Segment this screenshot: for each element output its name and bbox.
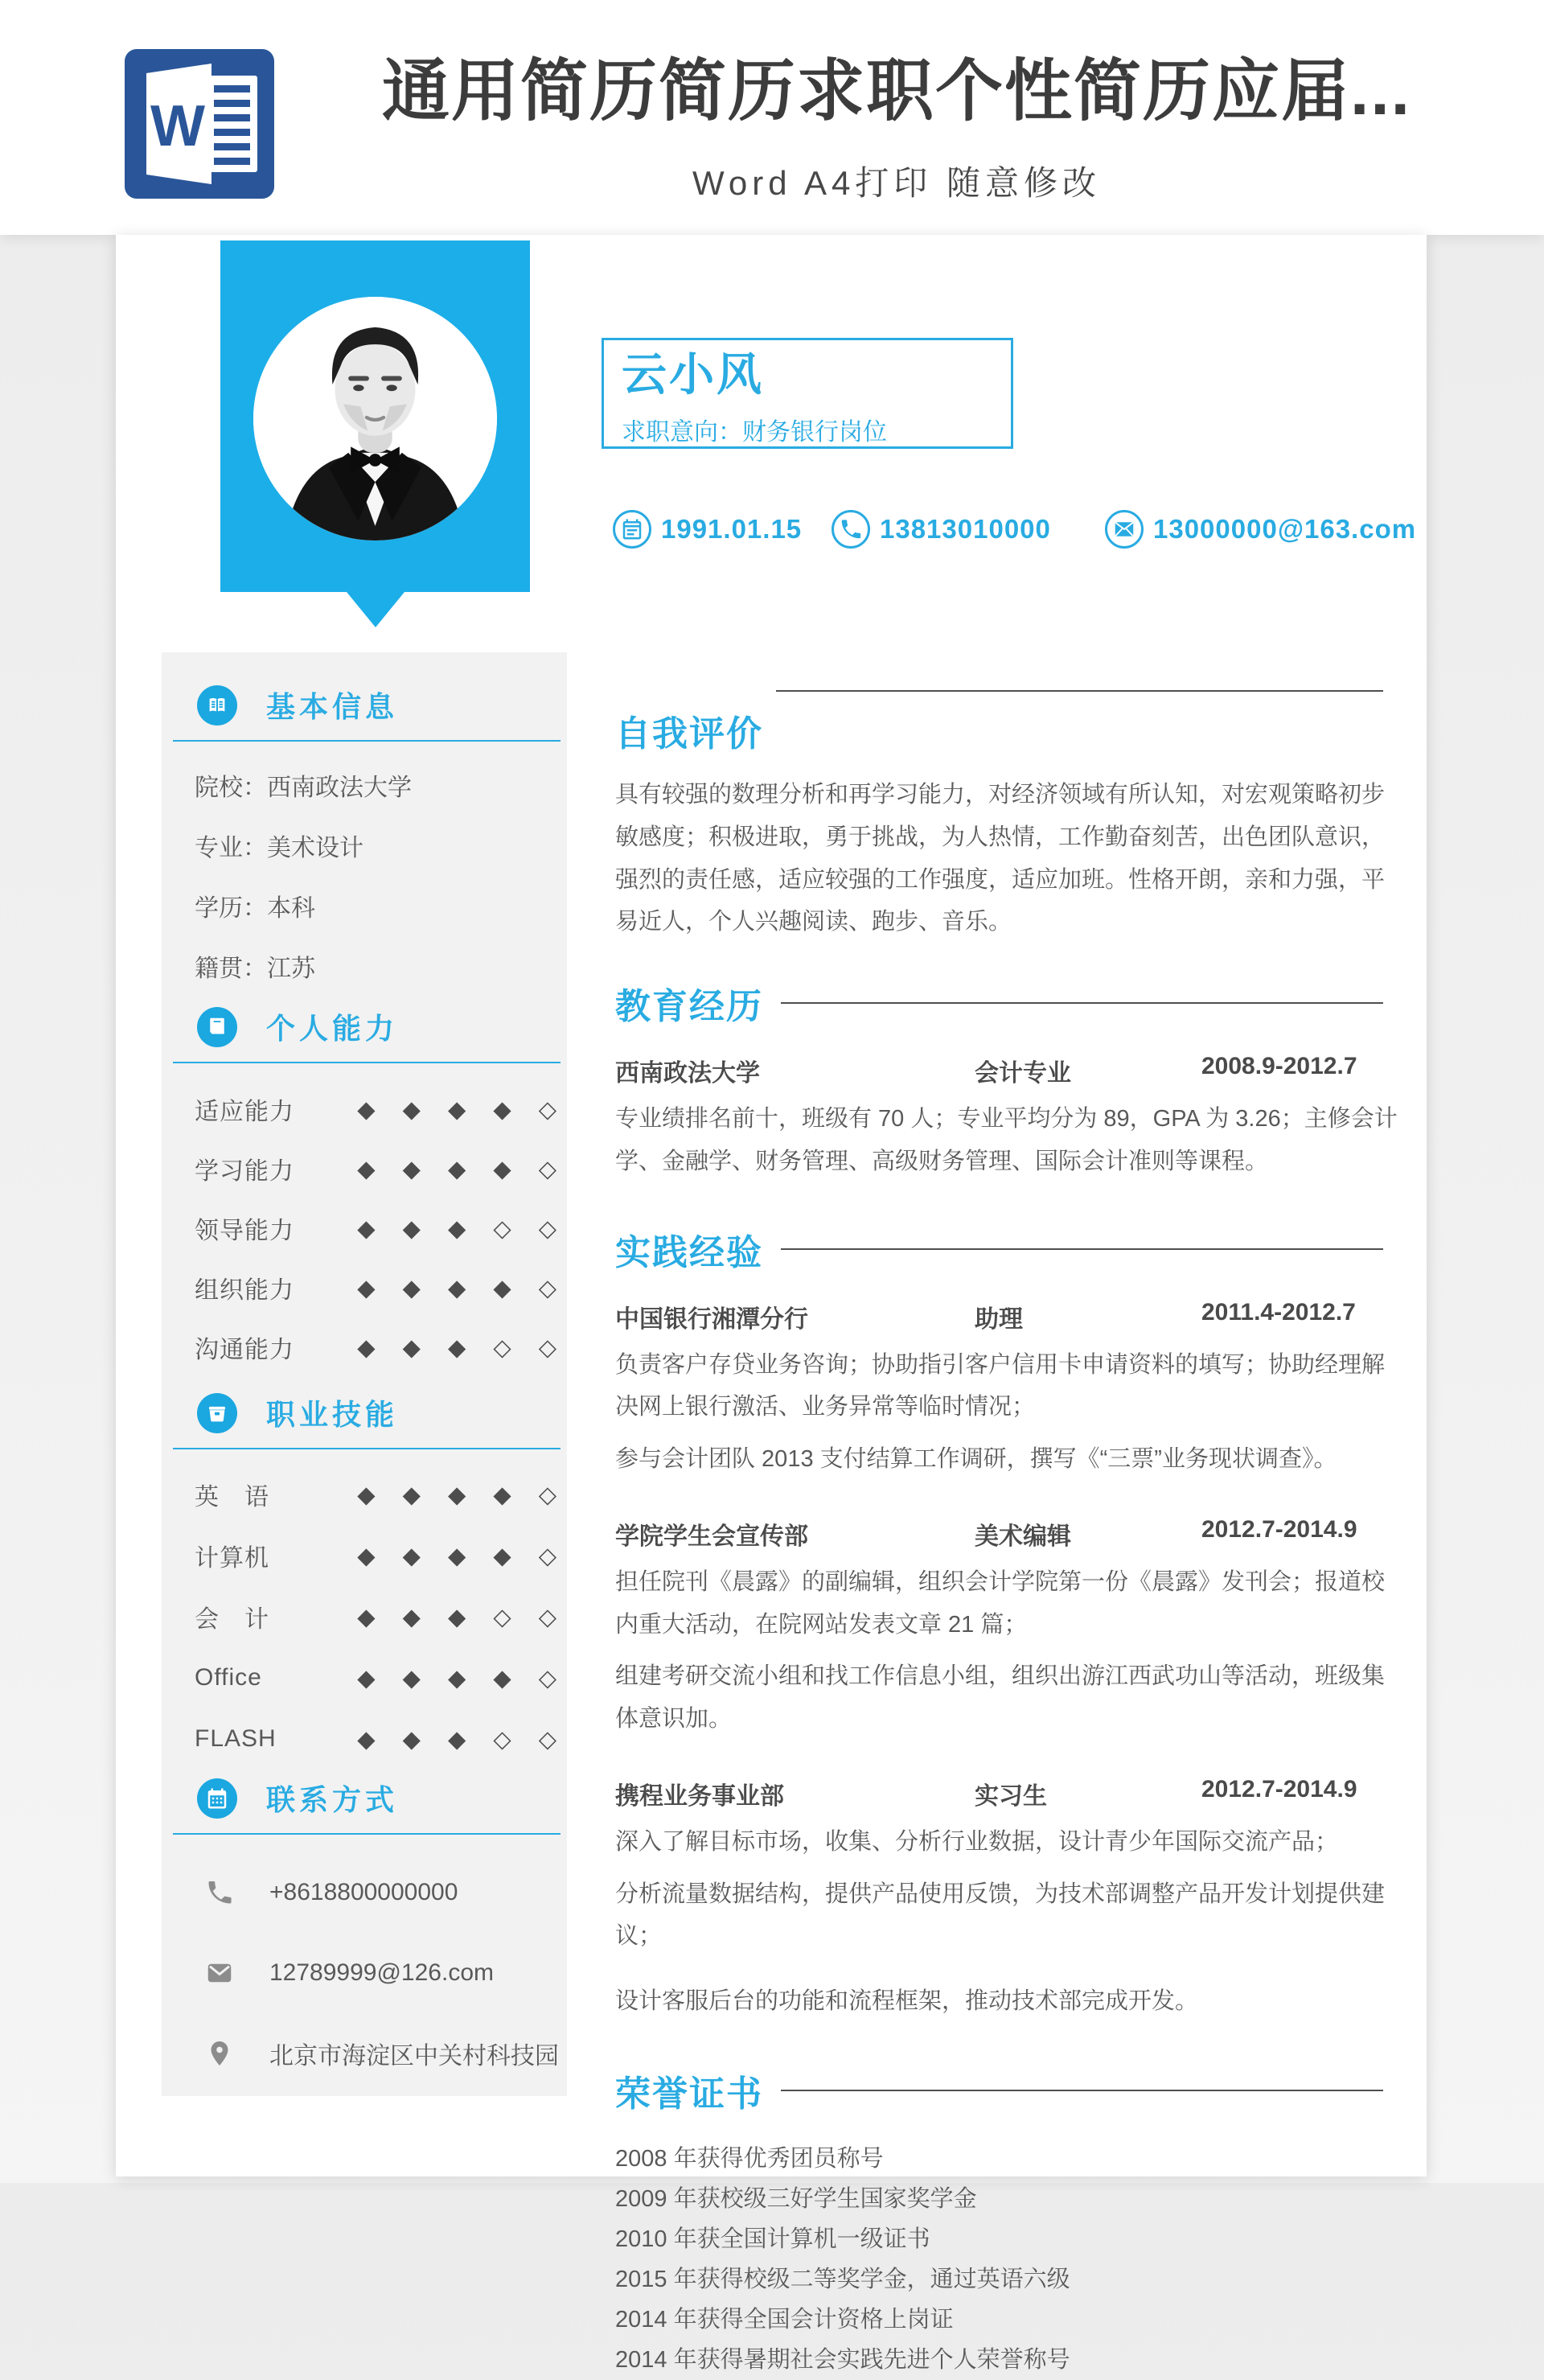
contact-row-email: 12789999@126.com: [162, 1933, 567, 2013]
rating-diamonds: ◆ ◆ ◆ ◇ ◇: [357, 1334, 567, 1361]
skill-row: 计算机 ◆ ◆ ◆ ◆ ◇: [195, 1543, 567, 1572]
basic-info-row: 学历： 本科: [195, 894, 315, 922]
section-divider: [173, 1062, 561, 1063]
entry-role: 会计专业: [975, 1060, 1071, 1087]
calendar-icon: [197, 1778, 237, 1819]
rating-diamonds: ◆ ◆ ◆ ◇ ◇: [357, 1604, 567, 1630]
photo-frame-pointer: [347, 592, 404, 627]
honor-item: 2009 年获校级三好学生国家奖学金: [615, 2186, 977, 2213]
section-self-evaluation: [615, 690, 1400, 943]
experience-entry: [615, 1776, 1400, 2023]
entry-date: 2011.4-2012.7: [1201, 1298, 1356, 1326]
svg-text:W: W: [150, 94, 205, 158]
sidebar-section-basic-info: [162, 684, 567, 996]
birthday-value: 1991.01.15: [661, 514, 803, 544]
entry-org: 西南政法大学: [615, 1060, 760, 1087]
entry-detail: 负责客户存贷业务咨询；协助指引客户信用卡申请资料的填写；协助经理解决网上银行激活、业务异常等临时情况；: [615, 1351, 1386, 1420]
basic-info-row: 专业： 美术设计: [195, 834, 363, 861]
rating-diamonds: ◆ ◆ ◆ ◆ ◇: [357, 1096, 567, 1123]
section-honors: [615, 2065, 1400, 2380]
rating-diamonds: ◆ ◆ ◆ ◇ ◇: [357, 1726, 567, 1753]
entry-detail: 设计客服后台的功能和流程框架，推动技术部完成开发。: [615, 1988, 1199, 2015]
entry-org: 中国银行湘潭分行: [615, 1305, 808, 1333]
rating-diamonds: ◆ ◆ ◆ ◇ ◇: [357, 1215, 567, 1242]
book-icon: [197, 1007, 237, 1047]
name-box: [602, 338, 1013, 449]
entry-org: 携程业务事业部: [615, 1782, 784, 1810]
rating-diamonds: ◆ ◆ ◆ ◆ ◇: [357, 1275, 567, 1301]
honor-item: 2014 年获得暑期社会实践先进个人荣誉称号: [615, 2347, 1070, 2374]
ability-row: 学习能力 ◆ ◆ ◆ ◆ ◇: [195, 1156, 567, 1185]
phone-item: [832, 510, 1051, 549]
entry-role: 实习生: [975, 1782, 1047, 1810]
section-experience: [615, 1223, 1400, 2023]
ability-row: 适应能力 ◆ ◆ ◆ ◆ ◇: [195, 1096, 567, 1125]
section-rule: [776, 690, 1383, 692]
honor-item: 2010 年获全国计算机一级证书: [615, 2226, 930, 2253]
rating-diamonds: ◆ ◆ ◆ ◆ ◇: [357, 1482, 567, 1508]
section-education: [615, 977, 1400, 1183]
section-divider: [173, 1833, 561, 1835]
skill-row: FLASH ◆ ◆ ◆ ◇ ◇: [195, 1725, 567, 1753]
entry-detail: 分析流量数据结构，提供产品使用反馈，为技术部调整产品开发计划提供建议；: [615, 1881, 1386, 1950]
entry-detail: 专业绩排名前十，班级有 70 人；专业平均分为 89，GPA 为 3.26；主修会计学、金融学、财务管理、高级财务管理、国际会计准则等课程。: [615, 1106, 1398, 1174]
section-title: 实践经验: [615, 1232, 763, 1272]
rating-diamonds: ◆ ◆ ◆ ◆ ◇: [357, 1543, 567, 1569]
page-title: 通用简历简历求职个性简历应届...: [381, 53, 1411, 129]
word-file-icon: [122, 47, 277, 201]
experience-entry: [615, 1299, 1400, 1481]
sidebar: [162, 652, 567, 2096]
section-divider: [173, 1448, 561, 1449]
self-evaluation-text: 具有较强的数理分析和再学习能力，对经济领域有所认知，对宏观策略初步敏感度；积极进取，勇于挑战，为人热情，工作勤奋刻苦，出色团队意识，强烈的责任感，适应较强的工作强度，适应加班。性格开朗，亲和力强，平易近人，个人兴趣阅读、跑步、音乐。: [615, 782, 1386, 935]
mail-icon: [1105, 510, 1144, 549]
rating-diamonds: ◆ ◆ ◆ ◆ ◇: [357, 1156, 567, 1182]
phone-icon: [832, 510, 870, 549]
birthday-item: [613, 510, 802, 549]
avatar: [253, 297, 497, 541]
entry-date: 2012.7-2014.9: [1201, 1775, 1357, 1802]
entry-detail: 参与会计团队 2013 支付结算工作调研，撰写《“三票”业务现状调查》。: [615, 1446, 1337, 1473]
section-divider: [173, 740, 561, 742]
sidebar-section-contact: [162, 1778, 567, 2094]
email-item: [1105, 510, 1416, 549]
ability-row: 组织能力 ◆ ◆ ◆ ◆ ◇: [195, 1275, 567, 1304]
honor-item: 2008 年获得优秀团员称号: [615, 2146, 884, 2172]
entry-org: 学院学生会宣传部: [615, 1523, 808, 1550]
section-rule: [781, 1002, 1383, 1004]
experience-entry: [615, 1516, 1400, 1741]
toolbox-icon: [197, 1393, 237, 1433]
rating-diamonds: ◆ ◆ ◆ ◆ ◇: [357, 1665, 567, 1691]
main-content: [615, 679, 1400, 2380]
sidebar-section-title: 个人能力: [266, 1012, 399, 1045]
photo-frame: [220, 240, 530, 592]
honor-item: 2014 年获得全国会计资格上岗证: [615, 2307, 954, 2333]
ability-row: 领导能力 ◆ ◆ ◆ ◇ ◇: [195, 1215, 567, 1244]
entry-detail: 组建考研交流小组和找工作信息小组，组织出游江西武功山等活动，班级集体意识加。: [615, 1663, 1386, 1733]
basic-info-row: 籍贯： 江苏: [195, 955, 315, 982]
honor-item: 2015 年获得校级二等奖学金，通过英语六级: [615, 2267, 1070, 2293]
section-rule: [781, 1248, 1383, 1250]
section-title: 荣誉证书: [615, 2074, 763, 2115]
skill-row: 会 计 ◆ ◆ ◆ ◇ ◇: [195, 1604, 567, 1633]
resume-page: [116, 235, 1427, 2374]
phone-icon: [203, 1876, 236, 1909]
entry-role: 美术编辑: [975, 1523, 1071, 1550]
job-objective: 求职意向：财务银行岗位: [622, 419, 887, 446]
sidebar-section-skills: [162, 1392, 567, 1770]
entry-detail: 深入了解目标市场，收集、分析行业数据，设计青少年国际交流产品；: [615, 1828, 1339, 1855]
download-page-header: [0, 0, 1544, 235]
skill-row: 英 语 ◆ ◆ ◆ ◆ ◇: [195, 1482, 567, 1511]
ability-row: 沟通能力 ◆ ◆ ◆ ◇ ◇: [195, 1334, 567, 1363]
candidate-name: 云小风: [622, 349, 764, 400]
page-subtitle: Word A4打印 随意修改: [692, 164, 1101, 202]
contact-row-address: 北京市海淀区中关村科技园: [162, 2013, 567, 2094]
section-rule: [781, 2090, 1383, 2091]
mail-icon: [203, 1957, 236, 1989]
education-entry: [615, 1053, 1400, 1183]
location-icon: [203, 2037, 236, 2070]
email-value: 13000000@163.com: [1153, 514, 1417, 544]
basic-info-row: 院校： 西南政法大学: [195, 774, 412, 801]
entry-detail: 担任院刊《晨露》的副编辑，组织会计学院第一份《晨露》发刊会；报道校内重大活动，在院网站发表文章 21 篇；: [615, 1568, 1386, 1638]
entry-date: 2008.9-2012.7: [1201, 1053, 1357, 1080]
sidebar-section-abilities: [162, 1006, 567, 1377]
phone-value: 13813010000: [880, 514, 1051, 544]
skill-row: Office ◆ ◆ ◆ ◆ ◇: [195, 1664, 567, 1691]
entry-date: 2012.7-2014.9: [1201, 1515, 1357, 1543]
calendar-icon: [613, 510, 651, 549]
entry-role: 助理: [975, 1305, 1023, 1333]
sidebar-section-title: 基本信息: [266, 690, 399, 723]
section-title: 教育经历: [615, 987, 763, 1027]
open-book-icon: [197, 685, 237, 726]
section-title: 自我评价: [615, 714, 763, 754]
contact-row-phone: +8618800000000: [162, 1852, 567, 1933]
sidebar-section-title: 联系方式: [266, 1783, 399, 1816]
sidebar-section-title: 职业技能: [266, 1398, 399, 1431]
